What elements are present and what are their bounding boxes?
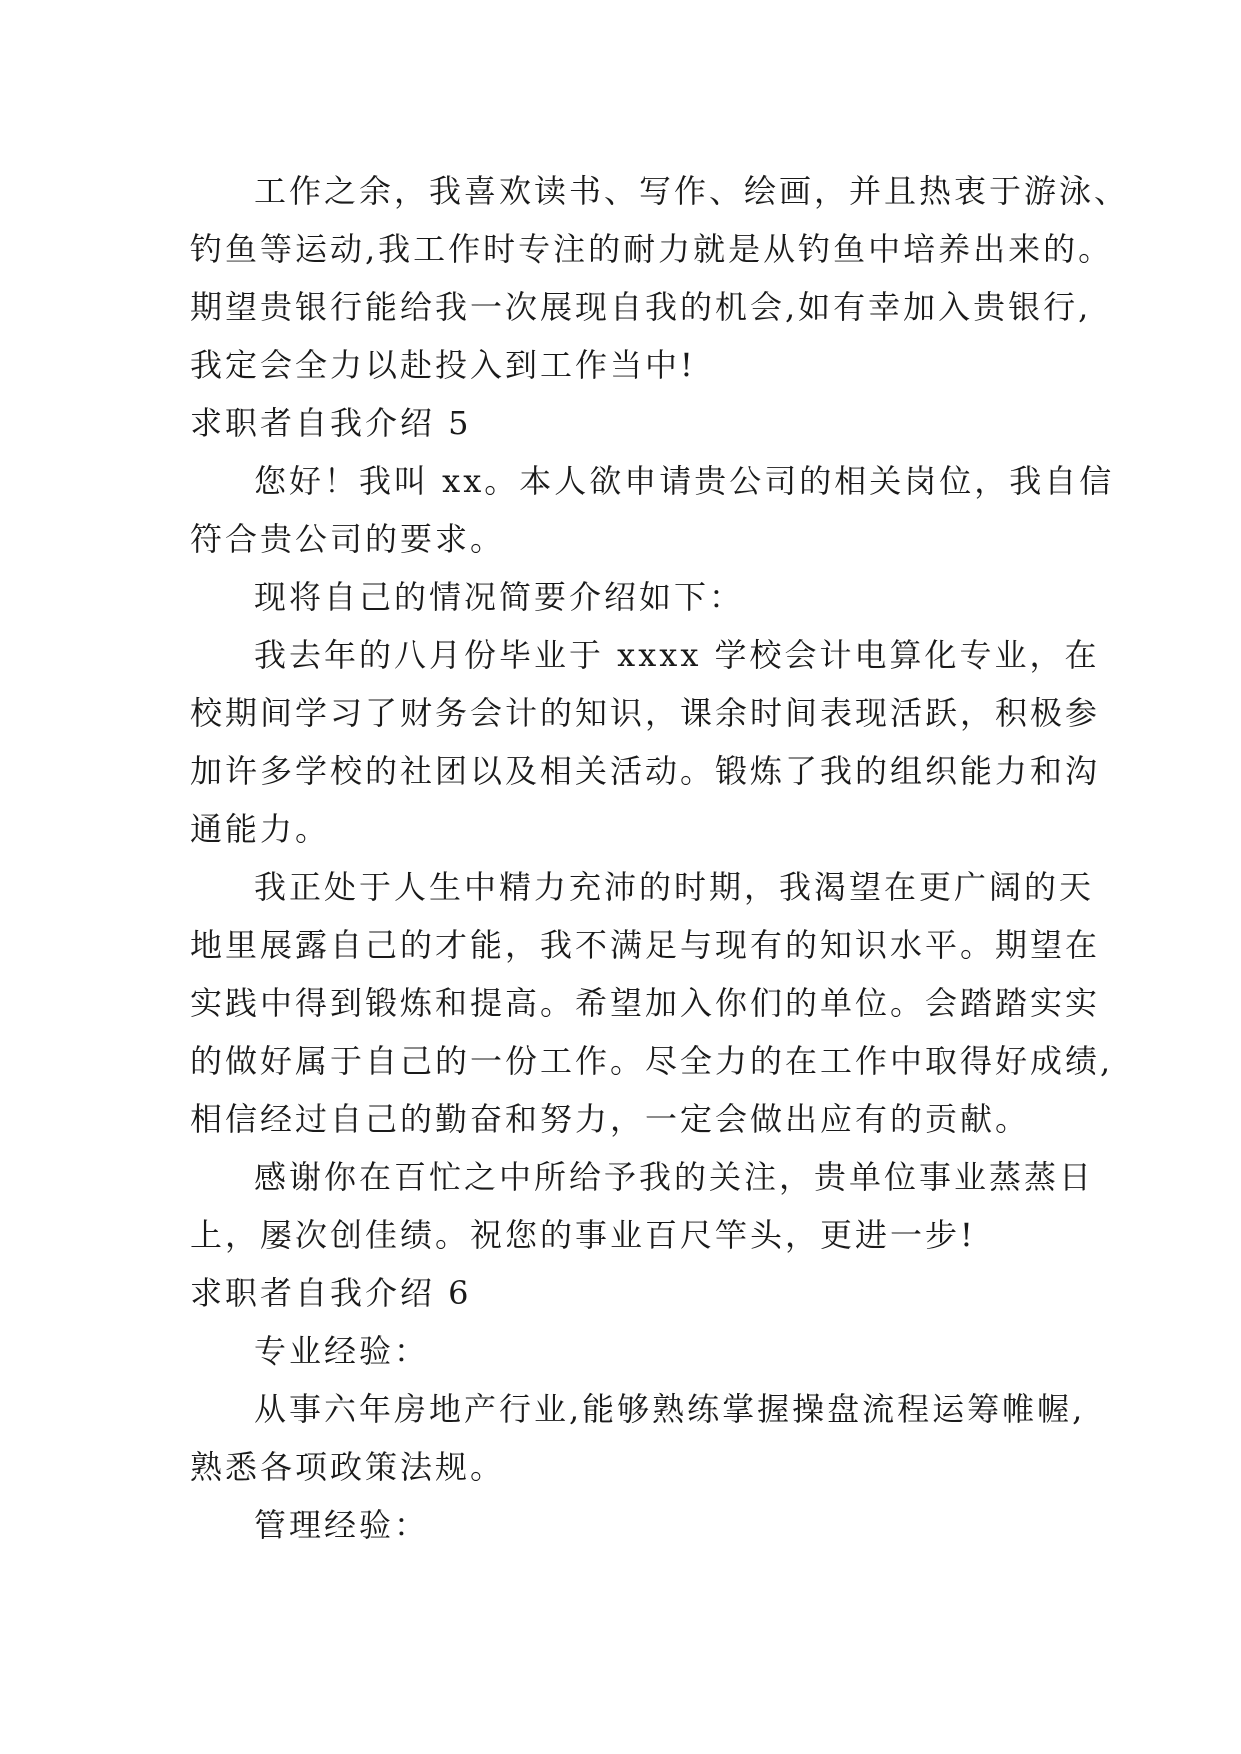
- paragraph-line: 符合贵公司的要求。: [190, 520, 506, 558]
- paragraph-line: 专业经验：: [254, 1332, 430, 1370]
- paragraph-line: 上，屡次创佳绩。祝您的事业百尺竿头，更进一步!: [190, 1216, 976, 1254]
- paragraph-line: 我去年的八月份毕业于 xxxx 学校会计电算化专业，在: [254, 636, 1100, 674]
- paragraph-line: 管理经验：: [254, 1506, 430, 1544]
- paragraph-line: 的做好属于自己的一份工作。尽全力的在工作中取得好成绩,: [190, 1042, 1114, 1080]
- paragraph-line: 相信经过自己的勤奋和努力，一定会做出应有的贡献。: [190, 1100, 1031, 1138]
- paragraph-line: 熟悉各项政策法规。: [190, 1448, 506, 1486]
- paragraph-line: 通能力。: [190, 810, 331, 848]
- paragraph-line: 我定会全力以赴投入到工作当中!: [190, 346, 696, 384]
- paragraph-line: 钓鱼等运动,我工作时专注的耐力就是从钓鱼中培养出来的。: [190, 230, 1114, 268]
- paragraph-line: 从事六年房地产行业,能够熟练掌握操盘流程运筹帷幄,: [254, 1390, 1086, 1428]
- paragraph-line: 工作之余，我喜欢读书、写作、绘画，并且热衷于游泳、: [254, 172, 1130, 210]
- paragraph-line: 实践中得到锻炼和提高。希望加入你们的单位。会踏踏实实: [190, 984, 1101, 1022]
- section-heading: 求职者自我介绍 5: [190, 404, 472, 442]
- document-body: [190, 162, 1130, 1554]
- paragraph-line: 现将自己的情况简要介绍如下：: [254, 578, 745, 616]
- paragraph-line: 地里展露自己的才能，我不满足与现有的知识水平。期望在: [190, 926, 1101, 964]
- paragraph-line: 加许多学校的社团以及相关活动。锻炼了我的组织能力和沟: [190, 752, 1101, 790]
- paragraph-line: 期望贵银行能给我一次展现自我的机会,如有幸加入贵银行,: [190, 288, 1092, 326]
- paragraph-line: 您好！我叫 xx。本人欲申请贵公司的相关岗位，我自信: [254, 462, 1115, 500]
- paragraph-line: 我正处于人生中精力充沛的时期，我渴望在更广阔的天: [254, 868, 1095, 906]
- paragraph-line: 校期间学习了财务会计的知识，课余时间表现活跃，积极参: [190, 694, 1101, 732]
- section-heading: 求职者自我介绍 6: [190, 1274, 472, 1312]
- paragraph-line: 感谢你在百忙之中所给予我的关注，贵单位事业蒸蒸日: [254, 1158, 1095, 1196]
